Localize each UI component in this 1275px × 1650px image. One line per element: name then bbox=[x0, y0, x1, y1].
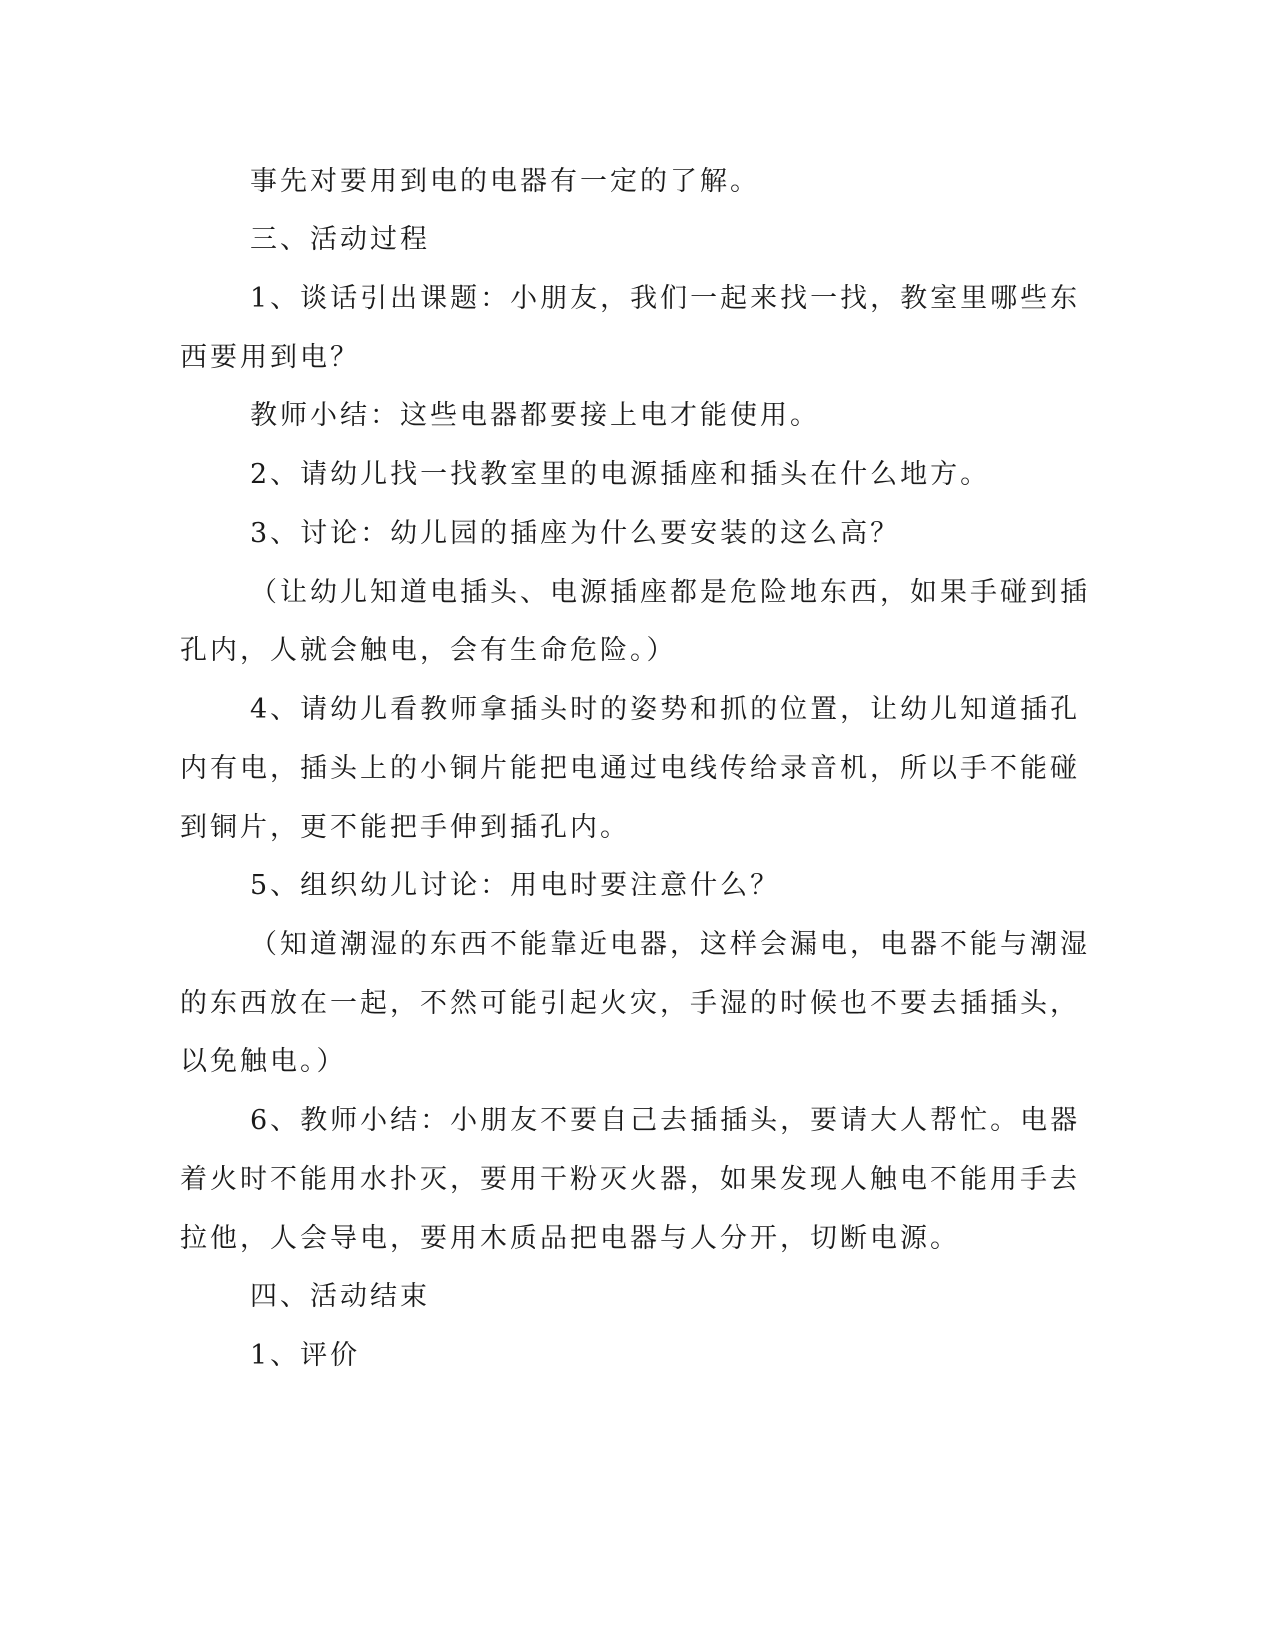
text-line: 6、教师小结：小朋友不要自己去插插头，要请大人帮忙。电器 bbox=[250, 1105, 1081, 1136]
section-heading: 三、活动过程 bbox=[250, 224, 430, 255]
text-line: 教师小结：这些电器都要接上电才能使用。 bbox=[250, 400, 820, 431]
section-heading: 四、活动结束 bbox=[250, 1281, 430, 1312]
text-line: 事先对要用到电的电器有一定的了解。 bbox=[250, 166, 760, 197]
text-line: 西要用到电？ bbox=[180, 342, 360, 373]
text-line: 1、谈话引出课题：小朋友，我们一起来找一找，教室里哪些东 bbox=[250, 283, 1081, 314]
text-line: 2、请幼儿找一找教室里的电源插座和插头在什么地方。 bbox=[250, 459, 991, 490]
text-line: 到铜片，更不能把手伸到插孔内。 bbox=[180, 812, 630, 843]
text-line: 3、讨论：幼儿园的插座为什么要安装的这么高？ bbox=[250, 518, 901, 549]
text-line: 内有电，插头上的小铜片能把电通过电线传给录音机，所以手不能碰 bbox=[180, 753, 1080, 784]
text-line: 孔内，人就会触电，会有生命危险。） bbox=[180, 635, 677, 666]
text-line: 着火时不能用水扑灭，要用干粉灭火器，如果发现人触电不能用手去 bbox=[180, 1164, 1080, 1195]
text-line: 5、组织幼儿讨论：用电时要注意什么？ bbox=[250, 870, 781, 901]
text-line: （让幼儿知道电插头、电源插座都是危险地东西，如果手碰到插 bbox=[250, 577, 1090, 608]
text-line: 的东西放在一起，不然可能引起火灾，手湿的时候也不要去插插头， bbox=[180, 988, 1080, 1019]
text-line: （知道潮湿的东西不能靠近电器，这样会漏电，电器不能与潮湿 bbox=[250, 929, 1090, 960]
text-line: 拉他，人会导电，要用木质品把电器与人分开，切断电源。 bbox=[180, 1223, 960, 1254]
text-line: 4、请幼儿看教师拿插头时的姿势和抓的位置，让幼儿知道插孔 bbox=[250, 694, 1081, 725]
text-line: 1、评价 bbox=[250, 1340, 361, 1371]
text-line: 以免触电。） bbox=[180, 1046, 347, 1077]
